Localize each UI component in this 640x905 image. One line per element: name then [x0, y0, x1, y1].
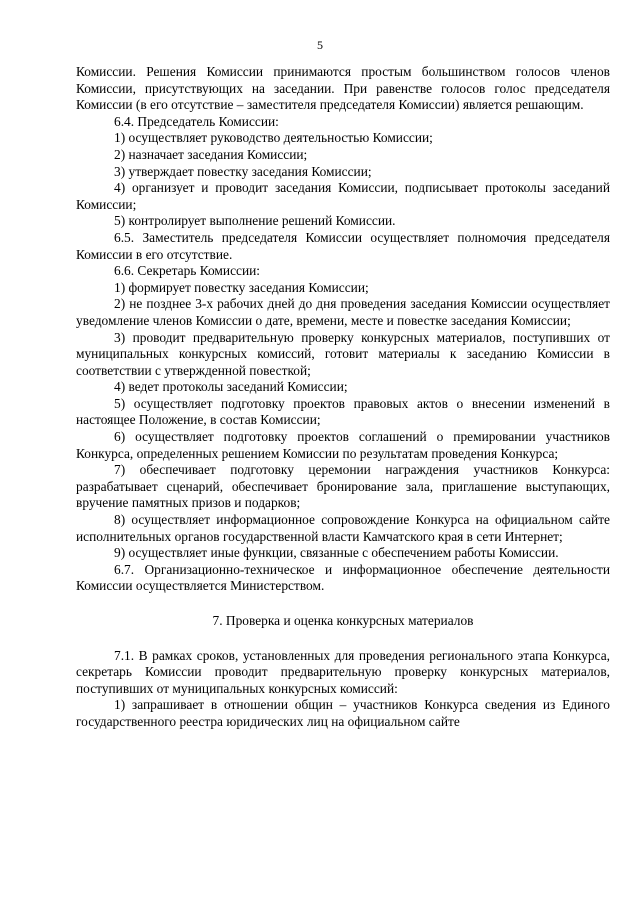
list-item: 2) не позднее 3-х рабочих дней до дня проведения заседания Комиссии осуществляет уведомление членов Комиссии о дате, времени, месте и повестке заседания Комиссии; [76, 296, 610, 328]
list-item: 8) осуществляет информационное сопровождение Конкурса на официальном сайте исполнительных органов государственной власти Камчатского края в сети Интернет; [76, 512, 610, 544]
list-item: 9) осуществляет иные функции, связанные с обеспечением работы Комиссии. [114, 545, 559, 561]
paragraph: 7.1. В рамках сроков, установленных для проведения регионального этапа Конкурса, секретарь Комиссии проводит предварительную проверку конкурсных материалов, поступивших от муниципальных конкурсных комиссий: [76, 647, 610, 696]
list-item: 5) осуществляет подготовку проектов правовых актов о внесении изменений в настоящее Положение, в состав Комиссии; [76, 395, 610, 428]
list-item: 6) осуществляет подготовку проектов соглашений о премировании участников Конкурса, определенных решением Комиссии по результатам проведения Конкурса; [76, 429, 610, 461]
paragraph: 6.7. Организационно-техническое и информационное обеспечение деятельности Комиссии осуществляется Министерством. [76, 561, 610, 594]
list-item: 1) запрашивает в отношении общин – участников Конкурса сведения из Единого государственного реестра юридических лиц на официальном сайте [76, 697, 610, 729]
list-item: 4) ведет протоколы заседаний Комиссии; [114, 379, 348, 395]
paragraph: Комиссии. Решения Комиссии принимаются простым большинством голосов членов Комиссии, присутствующих на заседании. При равенстве голосов голос председателя Комиссии (в его отсутствие – заместителя председателя Комиссии) является решающим. [76, 64, 610, 113]
document-body [76, 64, 610, 731]
list-item: 2) назначает заседания Комиссии; [114, 146, 308, 162]
list-item: 1) формирует повестку заседания Комиссии; [114, 279, 369, 295]
list-item: 3) утверждает повестку заседания Комиссии; [114, 163, 372, 179]
list-item: 5) контролирует выполнение решений Комиссии. [114, 213, 396, 229]
paragraph: 6.5. Заместитель председателя Комиссии осуществляет полномочия председателя Комиссии в его отсутствие. [76, 229, 610, 262]
list-item: 4) организует и проводит заседания Комиссии, подписывает протоколы заседаний Комиссии; [76, 180, 610, 212]
list-item: 3) проводит предварительную проверку конкурсных материалов, поступивших от муниципальных конкурсных комиссий, готовит материалы к заседанию Комиссии в соответствии с утвержденной повесткой; [76, 329, 610, 378]
page-number: 5 [317, 38, 323, 52]
paragraph: 6.4. Председатель Комиссии: [114, 113, 279, 129]
list-item: 1) осуществляет руководство деятельностью Комиссии; [114, 130, 433, 146]
paragraph: 6.6. Секретарь Комиссии: [114, 263, 261, 279]
section-heading: 7. Проверка и оценка конкурсных материалов [212, 613, 474, 628]
list-item: 7) обеспечивает подготовку церемонии награждения участников Конкурса: разрабатывает сценарий, обеспечивает бронирование зала, приглашение выступающих, вручение памятных призов и подарков; [76, 462, 610, 511]
